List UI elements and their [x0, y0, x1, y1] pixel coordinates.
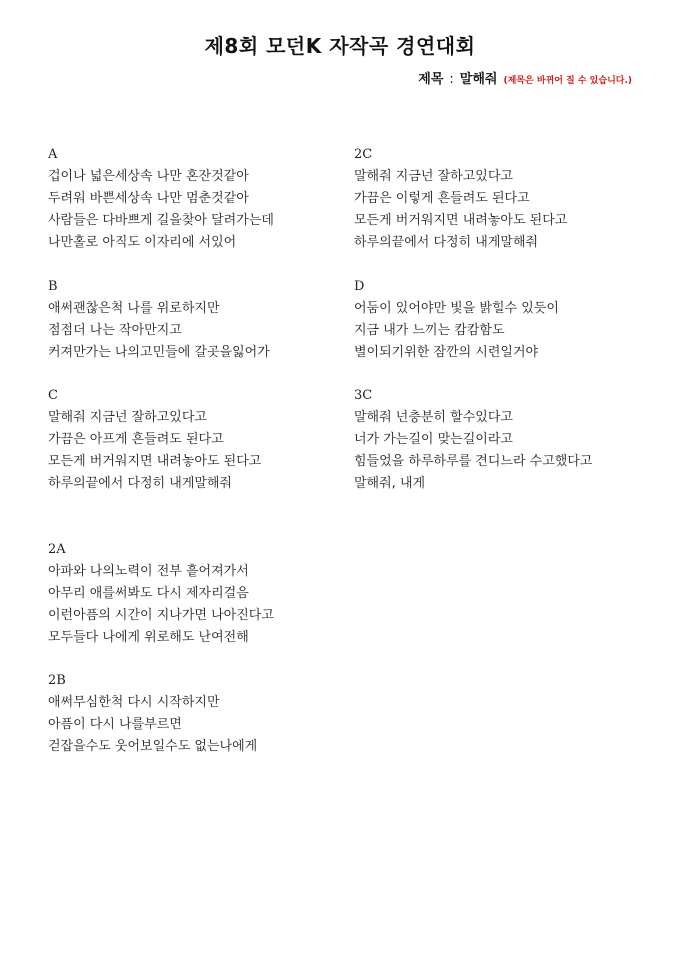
subtitle-label: 제목 [418, 72, 444, 87]
lyric-line: 아무리 애를써봐도 다시 제자리걸음 [48, 586, 249, 601]
section-heading: C [48, 388, 58, 403]
section-heading: D [354, 279, 365, 294]
lyric-line: 애써괜찮은척 나를 위로하지만 [48, 301, 220, 316]
lyric-line: 말해줘 넌충분히 할수있다고 [354, 410, 513, 425]
lyric-line: 아픔이 다시 나를부르면 [48, 717, 182, 732]
page-title: 제8회 모던K 자작곡 경연대회 [204, 34, 476, 58]
lyric-line: 너가 가는길이 맞는길이라고 [354, 432, 513, 447]
lyric-line: 겁이나 넓은세상속 나만 혼잔것같아 [48, 169, 249, 184]
lyric-line: 이런아픔의 시간이 지나가면 나아진다고 [48, 608, 274, 623]
lyric-line: 커져만가는 나의고민들에 갈곳을잃어가 [48, 345, 270, 360]
lyric-section-2a [48, 539, 274, 649]
section-heading: 2B [48, 673, 66, 688]
lyric-line: 애써무심한척 다시 시작하지만 [48, 695, 220, 710]
lyric-line: 가끔은 이렇게 흔들려도 된다고 [354, 191, 530, 206]
lyric-line: 걷잡을수도 웃어보일수도 없는나에게 [48, 739, 258, 754]
lyric-line: 모든게 버거워지면 내려놓아도 된다고 [48, 454, 262, 469]
title-change-note: (제목은 바뀌어 질 수 있습니다.) [503, 76, 632, 86]
lyric-line: 하루의끝에서 다정히 내게말해줘 [354, 235, 539, 250]
subtitle-separator: : [449, 72, 454, 87]
section-heading: B [48, 279, 58, 294]
lyric-section-3c [354, 385, 592, 495]
lyric-line: 점점더 나는 작아만지고 [48, 323, 182, 338]
lyric-section-2c [354, 144, 567, 254]
lyric-line: 모든게 버거워지면 내려놓아도 된다고 [354, 213, 568, 228]
lyric-line: 두려워 바쁜세상속 나만 멈춘것같아 [48, 191, 249, 206]
lyric-line: 힘들었을 하루하루를 견디느라 수고했다고 [354, 454, 593, 469]
section-heading: 2A [48, 542, 66, 557]
section-heading: 3C [354, 388, 373, 403]
lyric-line: 별이되기위한 잠깐의 시련일거야 [354, 345, 539, 360]
lyric-section-a [48, 144, 274, 254]
lyric-line: 하루의끝에서 다정히 내게말해줘 [48, 476, 233, 491]
section-heading: 2C [354, 147, 373, 162]
lyric-line: 말해줘, 내게 [354, 476, 426, 491]
lyric-line: 아파와 나의노력이 전부 흩어져가서 [48, 564, 249, 579]
lyric-line: 어둠이 있어야만 빛을 밝힐수 있듯이 [354, 301, 559, 316]
lyric-line: 가끔은 아프게 흔들려도 된다고 [48, 432, 224, 447]
section-heading: A [48, 147, 58, 162]
lyric-line: 사람들은 다바쁘게 길을찾아 달려가는데 [48, 213, 274, 228]
lyric-section-d [354, 276, 559, 364]
lyric-line: 지금 내가 느끼는 캄캄함도 [354, 323, 505, 338]
song-title-row [418, 68, 632, 87]
lyric-line: 나만홀로 아직도 이자리에 서있어 [48, 235, 237, 250]
lyric-line: 말해줘 지금넌 잘하고있다고 [48, 410, 207, 425]
lyric-line: 모두들다 나에게 위로해도 난여전해 [48, 630, 249, 645]
lyric-line: 말해줘 지금넌 잘하고있다고 [354, 169, 513, 184]
lyric-section-2b [48, 670, 257, 758]
lyric-section-c [48, 385, 261, 495]
lyric-section-b [48, 276, 270, 364]
song-title: 말해줘 [459, 72, 498, 87]
